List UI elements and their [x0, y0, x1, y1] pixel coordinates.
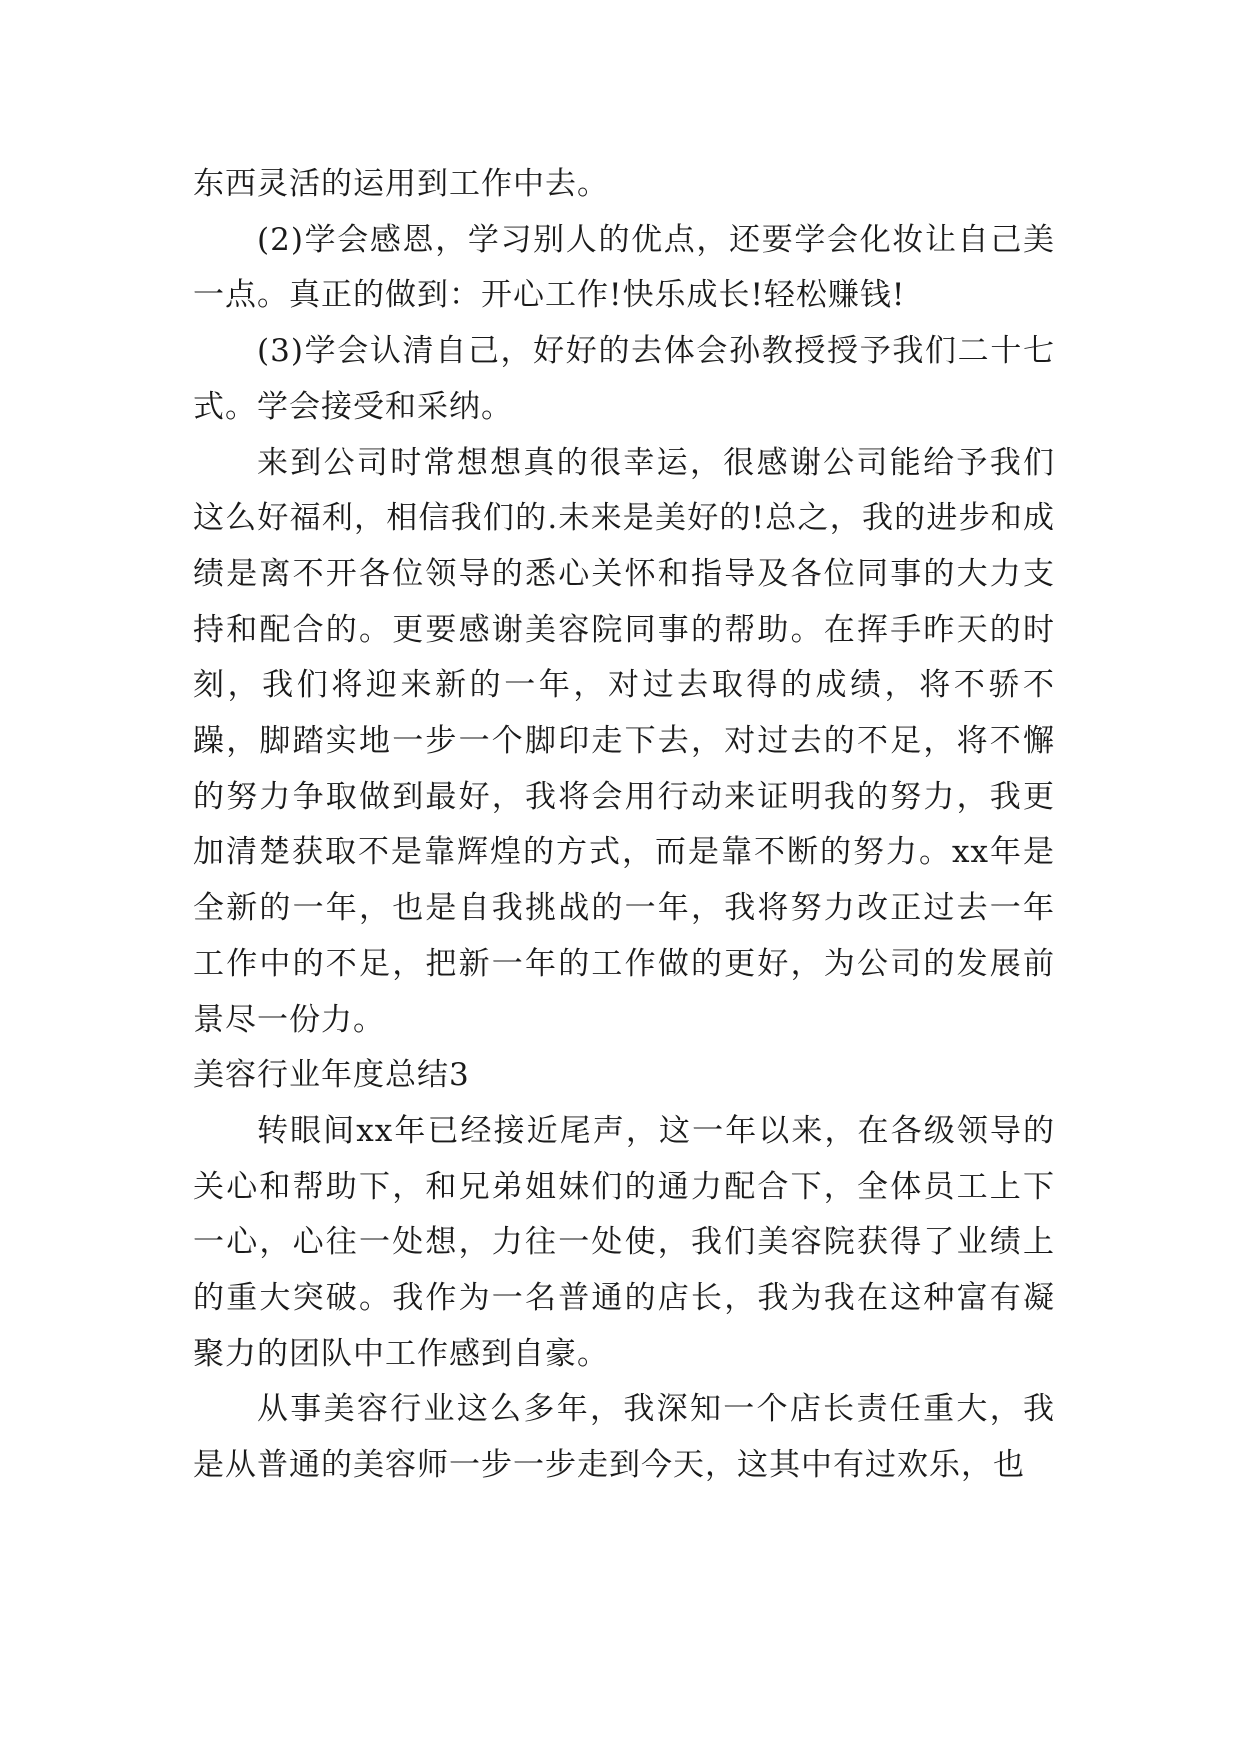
paragraph-career: 从事美容行业这么多年，我深知一个店长责任重大，我是从普通的美容师一步一步走到今天，这其中有过欢乐，也: [193, 1391, 1055, 1484]
document-body: [193, 157, 1055, 1494]
paragraph-gratitude: (2)学会感恩，学习别人的优点，还要学会化妆让自己美一点。真正的做到：开心工作!快乐成长!轻松赚钱!: [193, 221, 1055, 314]
paragraph-year-review: 转眼间xx年已经接近尾声，这一年以来，在各级领导的关心和帮助下，和兄弟姐妹们的通力配合下，全体员工上下一心，心往一处想，力往一处使，我们美容院获得了业绩上的重大突破。我作为一名普通的店长，我为我在这种富有凝聚力的团队中工作感到自豪。: [193, 1112, 1055, 1372]
paragraph-company-thanks: 来到公司时常想想真的很幸运，很感谢公司能给予我们这么好福利，相信我们的.未来是美好的!总之，我的进步和成绩是离不开各位领导的悉心关怀和指导及各位同事的大力支持和配合的。更要感谢美容院同事的帮助。在挥手昨天的时刻，我们将迎来新的一年，对过去取得的成绩，将不骄不躁，脚踏实地一步一个脚印走下去，对过去的不足，将不懈的努力争取做到最好，我将会用行动来证明我的努力，我更加清楚获取不是靠辉煌的方式，而是靠不断的努力。xx年是全新的一年，也是自我挑战的一年，我将努力改正过去一年工作中的不足，把新一年的工作做的更好，为公司的发展前景尽一份力。: [193, 444, 1055, 1038]
section-heading: 美容行业年度总结3: [193, 1057, 470, 1094]
paragraph-continuation: 东西灵活的运用到工作中去。: [193, 166, 609, 202]
paragraph-self-awareness: (3)学会认清自己，好好的去体会孙教授授予我们二十七式。学会接受和采纳。: [193, 333, 1055, 425]
